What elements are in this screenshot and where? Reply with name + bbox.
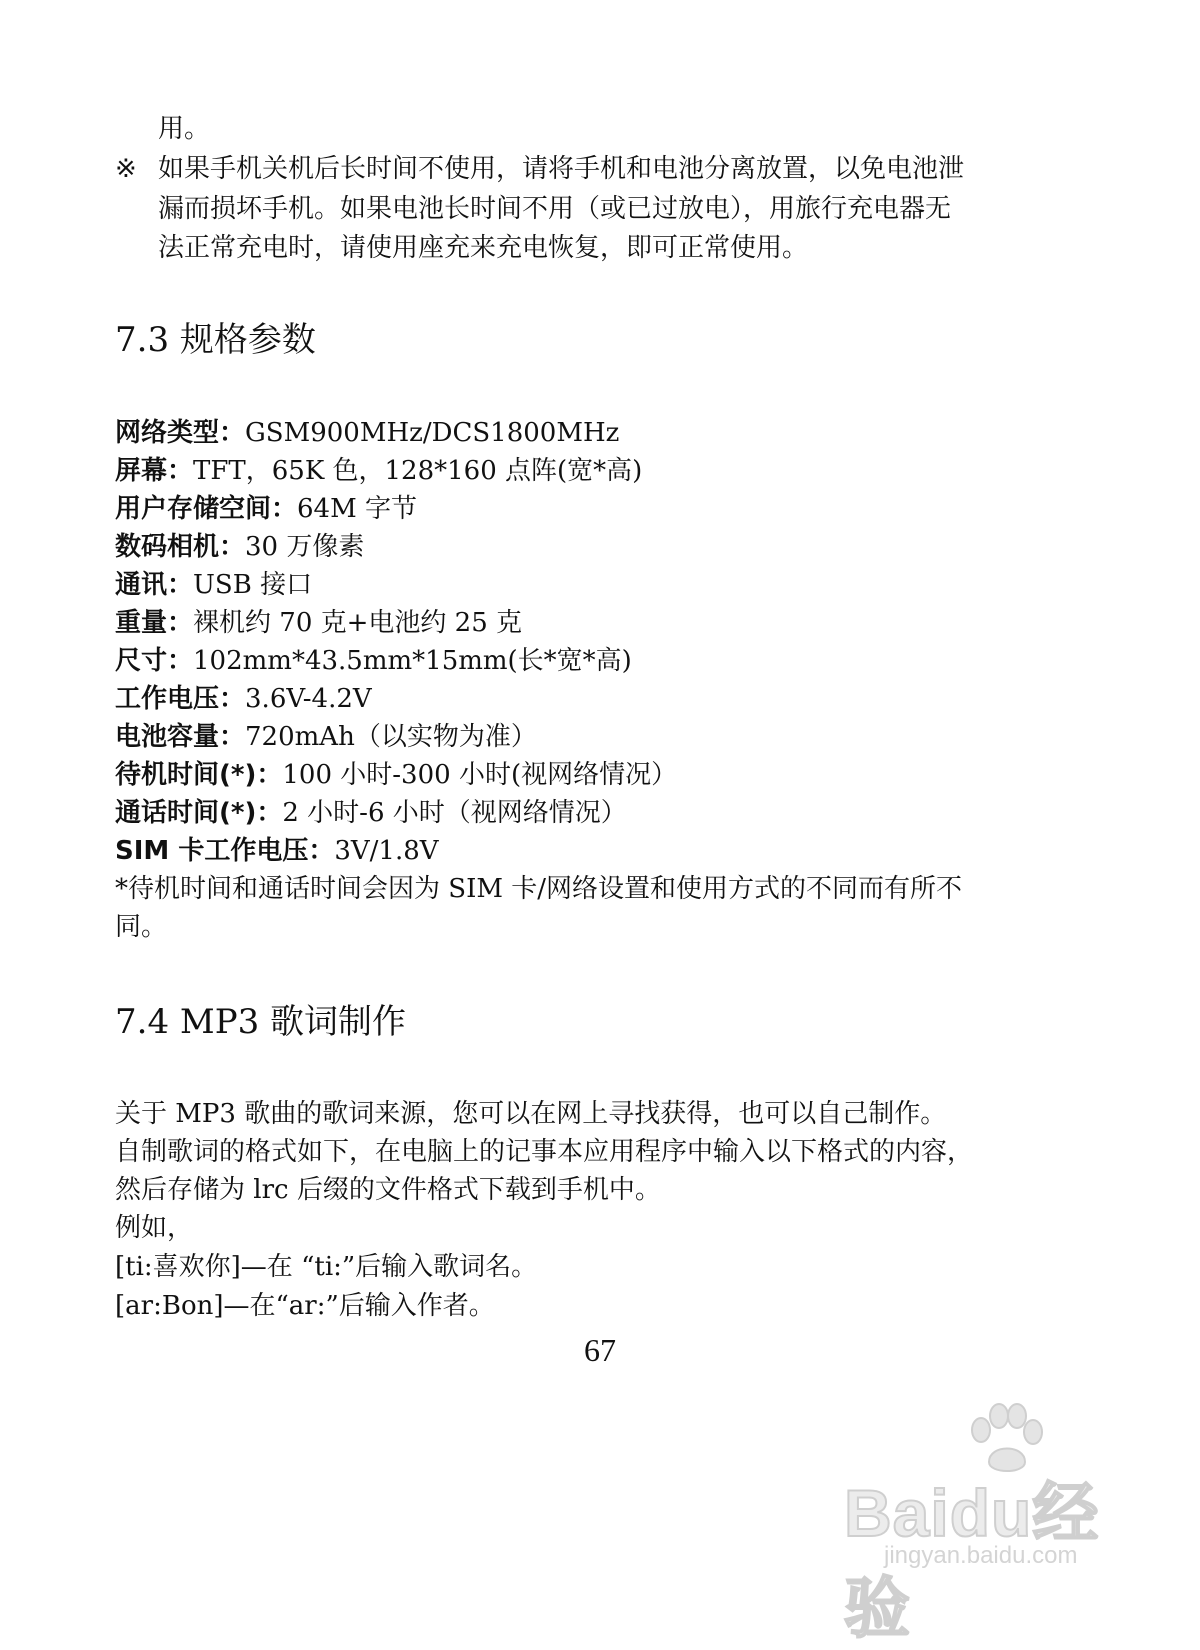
- section-heading-7-3: 7.3 规格参数: [115, 320, 316, 360]
- spec-label: 数码相机：: [115, 532, 246, 562]
- spec-row: [115, 718, 537, 756]
- body-line-6: [ar:Bon]—在“ar:”后输入作者。: [115, 1291, 495, 1321]
- intro-line: 用。: [158, 114, 211, 144]
- spec-row: [115, 756, 677, 794]
- section-heading-7-4: 7.4 MP3 歌词制作: [115, 1002, 407, 1042]
- page-number: 67: [584, 1332, 616, 1368]
- spec-value: 720mAh（以实物为准）: [245, 722, 537, 752]
- spec-value: TFT，65K 色，128*160 点阵(宽*高): [193, 456, 643, 486]
- spec-value: 64M 字节: [297, 494, 417, 524]
- body-line-3: 然后存储为 lrc 后缀的文件格式下载到手机中。: [115, 1175, 661, 1205]
- body-line-2: 自制歌词的格式如下，在电脑上的记事本应用程序中输入以下格式的内容，: [115, 1137, 974, 1167]
- note-line-3: 法正常充电时，请使用座充来充电恢复，即可正常使用。: [158, 233, 809, 263]
- watermark: [844, 1400, 1114, 1645]
- spec-label: 屏幕：: [115, 456, 194, 486]
- note-line-1: 如果手机关机后长时间不使用，请将手机和电池分离放置，以免电池泄: [158, 154, 965, 184]
- spec-value: 裸机约 70 克+电池约 25 克: [193, 608, 523, 638]
- spec-label: 工作电压：: [115, 684, 246, 714]
- watermark-url: jingyan.baidu.com: [884, 1542, 1078, 1569]
- spec-value: GSM900MHz/DCS1800MHz: [245, 418, 620, 448]
- spec-value: 2 小时-6 小时（视网络情况）: [282, 798, 627, 828]
- spec-label: SIM 卡工作电压：: [115, 836, 335, 866]
- spec-label: 网络类型：: [115, 418, 246, 448]
- spec-value: 30 万像素: [245, 532, 365, 562]
- spec-value: 102mm*43.5mm*15mm(长*宽*高): [193, 646, 632, 676]
- spec-value: 3.6V-4.2V: [245, 684, 372, 714]
- note-mark: ※: [115, 154, 137, 184]
- spec-label: 用户存储空间：: [115, 494, 298, 524]
- spec-row: [115, 528, 364, 566]
- spec-label: 待机时间(*)：: [115, 760, 283, 790]
- watermark-logo: Baidu经验: [844, 1476, 1100, 1645]
- spec-row: [115, 794, 627, 832]
- spec-row: [115, 452, 642, 490]
- body-line-4: 例如，: [115, 1213, 194, 1243]
- spec-label: 电池容量：: [115, 722, 246, 752]
- body-line-1: 关于 MP3 歌曲的歌词来源，您可以在网上寻找获得，也可以自己制作。: [115, 1099, 947, 1129]
- note-line-2: 漏而损坏手机。如果电池长时间不用（或已过放电），用旅行充电器无: [158, 194, 952, 224]
- spec-label: 通讯：: [115, 570, 194, 600]
- spec-row: [115, 642, 632, 680]
- spec-row: [115, 832, 439, 870]
- spec-label: 重量：: [115, 608, 194, 638]
- spec-label: 尺寸：: [115, 646, 194, 676]
- spec-value: 100 小时-300 小时(视网络情况）: [282, 760, 678, 790]
- footnote-line-2: 同。: [115, 912, 168, 942]
- spec-row: [115, 566, 312, 604]
- spec-row: [115, 414, 619, 452]
- spec-row: [115, 680, 372, 718]
- spec-value: USB 接口: [193, 570, 313, 600]
- spec-row: [115, 490, 417, 528]
- footnote-line-1: *待机时间和通话时间会因为 SIM 卡/网络设置和使用方式的不同而有所不: [115, 874, 962, 904]
- body-line-5: [ti:喜欢你]—在 “ti:”后输入歌词名。: [115, 1252, 538, 1282]
- spec-value: 3V/1.8V: [334, 836, 439, 866]
- spec-row: [115, 604, 522, 642]
- spec-label: 通话时间(*)：: [115, 798, 283, 828]
